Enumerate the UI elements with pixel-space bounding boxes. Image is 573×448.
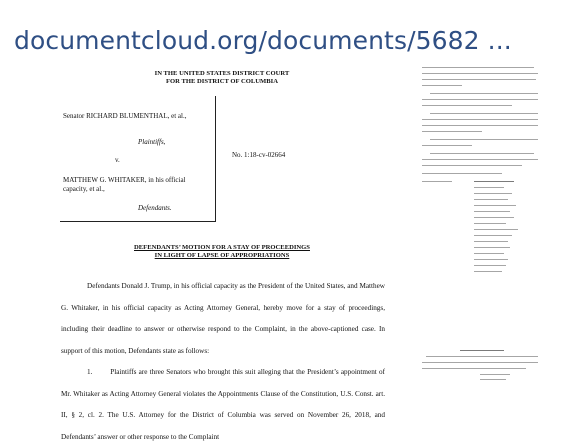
text-line (430, 93, 538, 94)
signature-line (474, 193, 512, 194)
signature-line (474, 199, 508, 200)
signature-line (474, 229, 518, 230)
motion-title-line-2: IN LIGHT OF LAPSE OF APPROPRIATIONS (154, 252, 290, 260)
signature-line (474, 223, 506, 224)
defendant-name: MATTHEW G. WHITAKER, in his official capacity, et al., (63, 176, 186, 193)
signature-line (474, 235, 512, 236)
text-line (422, 362, 538, 363)
text-line (422, 79, 536, 80)
signature-line (474, 253, 504, 254)
defendants-label: Defendants. (138, 204, 172, 212)
signature-line (474, 265, 506, 266)
signature-line (480, 379, 506, 380)
text-line (422, 105, 512, 106)
court-line-1: IN THE UNITED STATES DISTRICT COURT (154, 70, 290, 77)
text-line (422, 159, 538, 160)
text-line (430, 139, 538, 140)
certificate-heading-line (460, 350, 504, 351)
court-heading (52, 70, 392, 86)
signature-line (474, 247, 510, 248)
signature-line (474, 241, 508, 242)
signature-line (474, 181, 514, 182)
versus-label: v. (115, 156, 120, 164)
signature-line (474, 271, 502, 272)
motion-title (52, 244, 392, 260)
court-line-2: FOR THE DISTRICT OF COLUMBIA (166, 78, 278, 86)
text-line (422, 125, 538, 126)
paragraph-1: 1. Plaintiffs are three Senators who brought this suit alleging that the President’s appointment of Mr. Whitaker as Acting Attorney General violates the Appointments Clause of the Constitution, U.S. Const. art. II, § 2, cl. 2. The U.S. Attorney for the District of Columbia was served on November 26, 2018, and Defendants’ answer or other response to the Complaint (61, 368, 385, 441)
signature-line (480, 374, 510, 375)
case-number: No. 1:18-cv-02664 (232, 151, 286, 159)
signature-line (474, 211, 510, 212)
document-url[interactable]: documentcloud.org/documents/5682 ... (14, 26, 512, 55)
text-line (426, 356, 538, 357)
signature-line (474, 187, 504, 188)
text-line (422, 368, 526, 369)
text-line (422, 131, 482, 132)
text-line (422, 99, 538, 100)
document-page-1 (52, 64, 392, 441)
motion-title-line-1: DEFENDANTS’ MOTION FOR A STAY OF PROCEEDINGS (134, 244, 310, 251)
document-page-2-thumbnail[interactable] (418, 64, 544, 382)
text-line (422, 181, 452, 182)
text-line (422, 173, 502, 174)
text-line (422, 165, 522, 166)
text-line (430, 153, 534, 154)
signature-line (474, 259, 508, 260)
text-line (422, 67, 534, 68)
case-caption-box (60, 96, 216, 222)
text-line (430, 113, 538, 114)
plaintiffs-label: Plaintiffs, (138, 138, 166, 146)
text-line (422, 119, 538, 120)
plaintiff-name: Senator RICHARD BLUMENTHAL, et al., (63, 112, 187, 120)
intro-paragraph: Defendants Donald J. Trump, in his official capacity as the President of the United States, and Matthew G. Whitaker, in his official capacity as Acting Attorney General, hereby move for a stay of proceedings, including their deadline to answer or otherwise respond to the Complaint, in the above-captioned case. In support of this motion, Defendants state as follows: (61, 282, 385, 355)
text-line (422, 73, 538, 74)
signature-line (474, 205, 516, 206)
text-line (422, 85, 462, 86)
signature-line (474, 217, 514, 218)
text-line (422, 145, 472, 146)
motion-body (61, 276, 385, 448)
